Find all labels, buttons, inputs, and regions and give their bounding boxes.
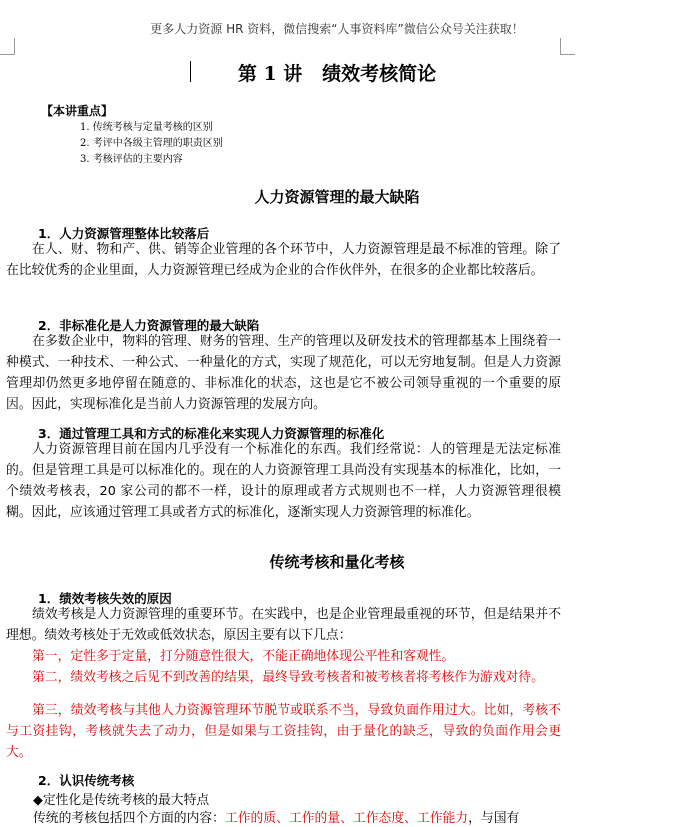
section-title-hr-defect: 人力资源管理的最大缺陷	[254, 188, 420, 206]
reason-1: 第一，定性多于定量，打分随意性很大，不能正确地体现公平性和客观性。	[32, 649, 455, 664]
text-cursor	[190, 61, 191, 82]
margin-corner-left	[0, 38, 15, 55]
key-point-item: 3. 考核评估的主要内容	[80, 154, 183, 165]
last-line-highlight: 工作的质、工作的量、工作态度、工作能力	[224, 811, 469, 826]
key-point-item: 1. 传统考核与定量考核的区别	[80, 122, 213, 133]
section-title-traditional-vs-quantitative: 传统考核和量化考核	[269, 553, 405, 571]
subheading-1: 1．人力资源管理整体比较落后	[38, 226, 210, 241]
paragraph-2: 在多数企业中，物料的管理、财务的管理、生产的管理以及研发技术的管理都基本上围绕着一种模式、一种技术、一种公式、一种量化的方式，实现了规范化，可以无穷地复制。但是人力资源管理却仍然更多地停留在随意的、非标准化的状态，这也是它不被公司领导重视的一个重要的原因。因此，实现标准化是当前人力资源管理的发展方向。	[6, 334, 561, 412]
last-line-tail: ，与国有	[468, 811, 520, 826]
paragraph-1: 在人、财、物和产、供、销等企业管理的各个环节中，人力资源管理是最不标准的管理。除了在比较优秀的企业里面，人力资源管理已经成为企业的合作伙伴外，在很多的企业都比较落后。	[6, 242, 561, 278]
key-points-heading: 【本讲重点】	[41, 104, 114, 118]
paragraph-4: 绩效考核是人力资源管理的重要环节。在实践中，也是企业管理最重视的环节，但是结果并不理想。绩效考核处于无效或低效状态，原因主要有以下几点：	[6, 607, 561, 643]
subheading-2: 2．非标准化是人力资源管理的最大缺陷	[38, 318, 260, 333]
last-line	[33, 807, 519, 826]
header-note: 更多人力资源 HR 资料，微信搜索“人事资料库”微信公众号关注获取！	[150, 22, 524, 36]
subheading-5: 2．认识传统考核	[38, 773, 135, 788]
key-point-item: 2. 考评中各级主管理的职责区别	[80, 138, 223, 149]
margin-corner-right	[560, 38, 575, 55]
subheading-4: 1．绩效考核失效的原因	[38, 591, 172, 606]
paragraph-3: 人力资源管理目前在国内几乎没有一个标准化的东西。我们经常说：人的管理是无法定标准的。但是管理工具是可以标准化的。现在的人力资源管理工具尚没有实现基本的标准化，比如，一个绩效考核表，20 家公司的都不一样，设计的原理或者方式规则也不一样，人力资源管理很模糊。因此，应该通过管理工具或者方式的标准化，逐渐实现人力资源管理的标准化。	[6, 442, 561, 520]
key-points-list	[80, 120, 223, 168]
bullet-point: ◆定性化是传统考核的最大特点	[33, 793, 210, 808]
last-line-lead: 传统的考核包括四个方面的内容：	[33, 811, 225, 826]
reason-3: 第三，绩效考核与其他人力资源管理环节脱节或联系不当，导致负面作用过大。比如，考核不与工资挂钩，考核就失去了动力，但是如果与工资挂钩，由于量化的缺乏，导致的负面作用会更大。	[6, 703, 561, 760]
lecture-title: 第 1 讲 绩效考核简论	[237, 63, 437, 85]
reason-2: 第二，绩效考核之后见不到改善的结果，最终导致考核者和被考核者将考核作为游戏对待。	[32, 670, 544, 685]
subheading-3: 3．通过管理工具和方式的标准化来实现人力资源管理的标准化	[38, 426, 385, 441]
